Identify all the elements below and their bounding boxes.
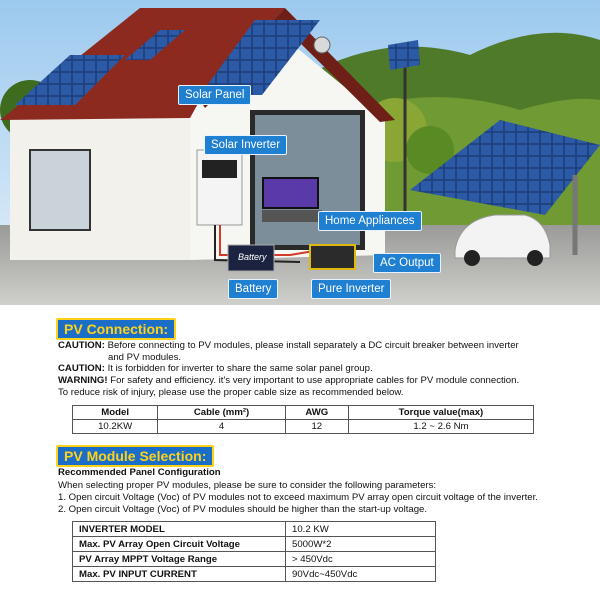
cell-model: 10.2KW	[73, 420, 158, 434]
tv-stand	[262, 210, 322, 222]
selection-intro: When selecting proper PV modules, please be sure to consider the following parameters:	[58, 480, 437, 491]
label-solar-inverter: Solar Inverter	[204, 135, 287, 155]
selection-item-2: 2. Open circuit Voltage (Voc) of PV modules should be higher than the start-up voltage.	[58, 504, 428, 515]
caution-2-text: It is forbidden for inverter to share the same solar panel group.	[107, 363, 373, 374]
pure-inverter-drawing	[310, 245, 355, 269]
car-wheel-front	[464, 250, 480, 266]
spec-key: INVERTER MODEL	[73, 522, 286, 537]
label-battery: Battery	[228, 279, 278, 299]
table-row	[73, 522, 436, 537]
satellite-dish	[314, 37, 330, 53]
spec-value: > 450Vdc	[286, 552, 436, 567]
table-row	[73, 537, 436, 552]
cell-cable: 4	[158, 420, 285, 434]
label-home-appliances: Home Appliances	[318, 211, 422, 231]
header-cable: Cable (mm²)	[158, 406, 285, 420]
label-pure-inverter: Pure Inverter	[311, 279, 391, 299]
warning-text: For safety and efficiency. it's very important to use appropriate cables for PV module connection.	[110, 375, 520, 386]
caution-1-text: Before connecting to PV modules, please install separately a DC circuit breaker between inverter	[107, 340, 519, 351]
spec-key: Max. PV Array Open Circuit Voltage	[73, 537, 286, 552]
battery-body-text: Battery	[238, 252, 267, 262]
lamp-panel	[388, 40, 420, 70]
table-header-row	[73, 406, 534, 420]
tv	[263, 178, 318, 208]
window-left	[30, 150, 90, 230]
table-row	[73, 420, 534, 434]
warning-label: WARNING!	[58, 375, 108, 386]
spec-key: PV Array MPPT Voltage Range	[73, 552, 286, 567]
caution-2-label: CAUTION:	[58, 363, 105, 374]
caution-2	[58, 363, 558, 375]
table-row	[73, 552, 436, 567]
label-ac-output: AC Output	[373, 253, 441, 273]
warning	[58, 375, 558, 387]
pv-module-selection-heading: PV Module Selection:	[56, 445, 214, 467]
cell-awg: 12	[285, 420, 348, 434]
selection-item-1: 1. Open circuit Voltage (Voc) of PV modules not to exceed maximum PV array open circuit voltage of the inverter.	[58, 492, 538, 503]
label-solar-panel: Solar Panel	[178, 85, 251, 105]
risk-note: To reduce risk of injury, please use the proper cable size as recommended below.	[58, 387, 404, 398]
spec-value: 5000W*2	[286, 537, 436, 552]
cell-torque: 1.2 ~ 2.6 Nm	[348, 420, 533, 434]
table-row	[73, 567, 436, 582]
cable-size-table	[72, 405, 534, 434]
spec-value: 90Vdc~450Vdc	[286, 567, 436, 582]
inverter-spec-table	[72, 521, 436, 582]
car-wheel-rear	[527, 250, 543, 266]
caution-1	[58, 340, 558, 363]
header-model: Model	[73, 406, 158, 420]
caution-1-text-cont: and PV modules.	[108, 351, 182, 363]
recommended-subheading: Recommended Panel Configuration	[58, 467, 221, 478]
pv-connection-heading: PV Connection:	[56, 318, 176, 340]
caution-1-label: CAUTION:	[58, 340, 105, 351]
spec-key: Max. PV INPUT CURRENT	[73, 567, 286, 582]
inverter-display	[202, 160, 237, 178]
header-awg: AWG	[285, 406, 348, 420]
spec-value: 10.2 KW	[286, 522, 436, 537]
header-torque: Torque value(max)	[348, 406, 533, 420]
